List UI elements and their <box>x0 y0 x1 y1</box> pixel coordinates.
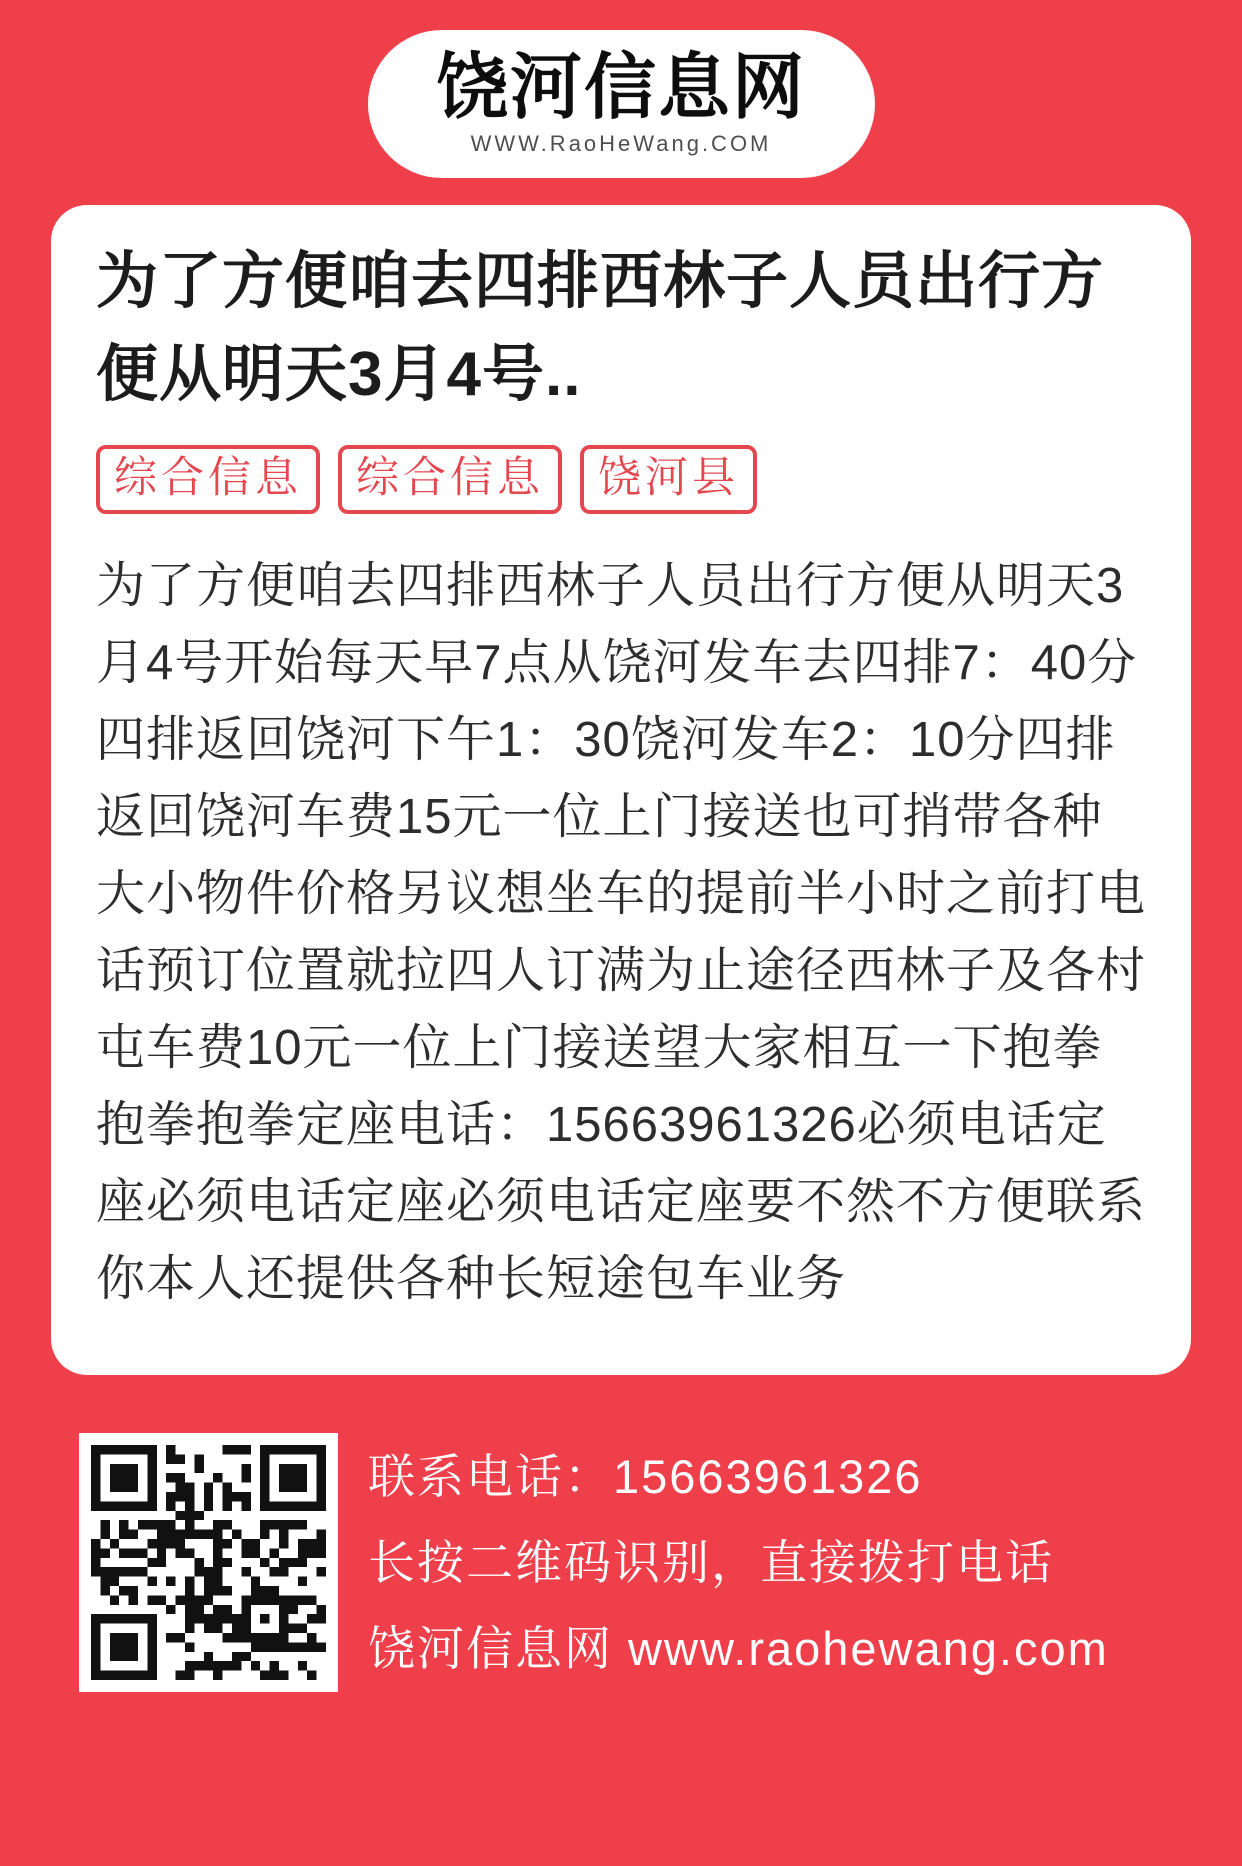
contact-footer <box>79 1433 1192 1692</box>
contact-phone: 联系电话：15663961326 <box>368 1449 923 1503</box>
tag-list <box>96 445 1146 514</box>
county-tag[interactable]: 饶河县 <box>580 445 757 514</box>
site-link: 饶河信息网 www.raohewang.com <box>368 1621 1109 1675</box>
article-body: 为了方便咱去四排西林子人员出行方便从明天3月4号开始每天早7点从饶河发车去四排7：40分四排返回饶河下午1：30饶河发车2：10分四排返回饶河车费15元一位上门接送也可捎带各种大小物件价格另议想坐车的提前半小时之前打电话预订位置就拉四人订满为止途径西林子及各村屯车费10元一位上门接送望大家相互一下抱拳抱拳抱拳定座电话：15663961326必须电话定座必须电话定座必须电话定座要不然不方便联系你本人还提供各种长短途包车业务 <box>96 559 1147 1306</box>
category-tag[interactable]: 综合信息 <box>338 445 562 514</box>
contact-lines <box>368 1434 1109 1692</box>
article-card <box>51 205 1191 1375</box>
qr-code-image <box>91 1445 326 1680</box>
page-background <box>0 30 1242 1866</box>
site-logo-title: 饶河信息网 <box>435 48 806 129</box>
article-title: 为了方便咱去四排西林子人员出行方便从明天3月4号.. <box>96 247 1105 409</box>
category-tag[interactable]: 综合信息 <box>96 445 320 514</box>
qr-code[interactable] <box>79 1433 338 1692</box>
site-logo-url: WWW.RaoHeWang.COM <box>470 130 772 156</box>
site-logo <box>368 30 875 178</box>
qr-hint: 长按二维码识别，直接拨打电话 <box>368 1535 1054 1589</box>
